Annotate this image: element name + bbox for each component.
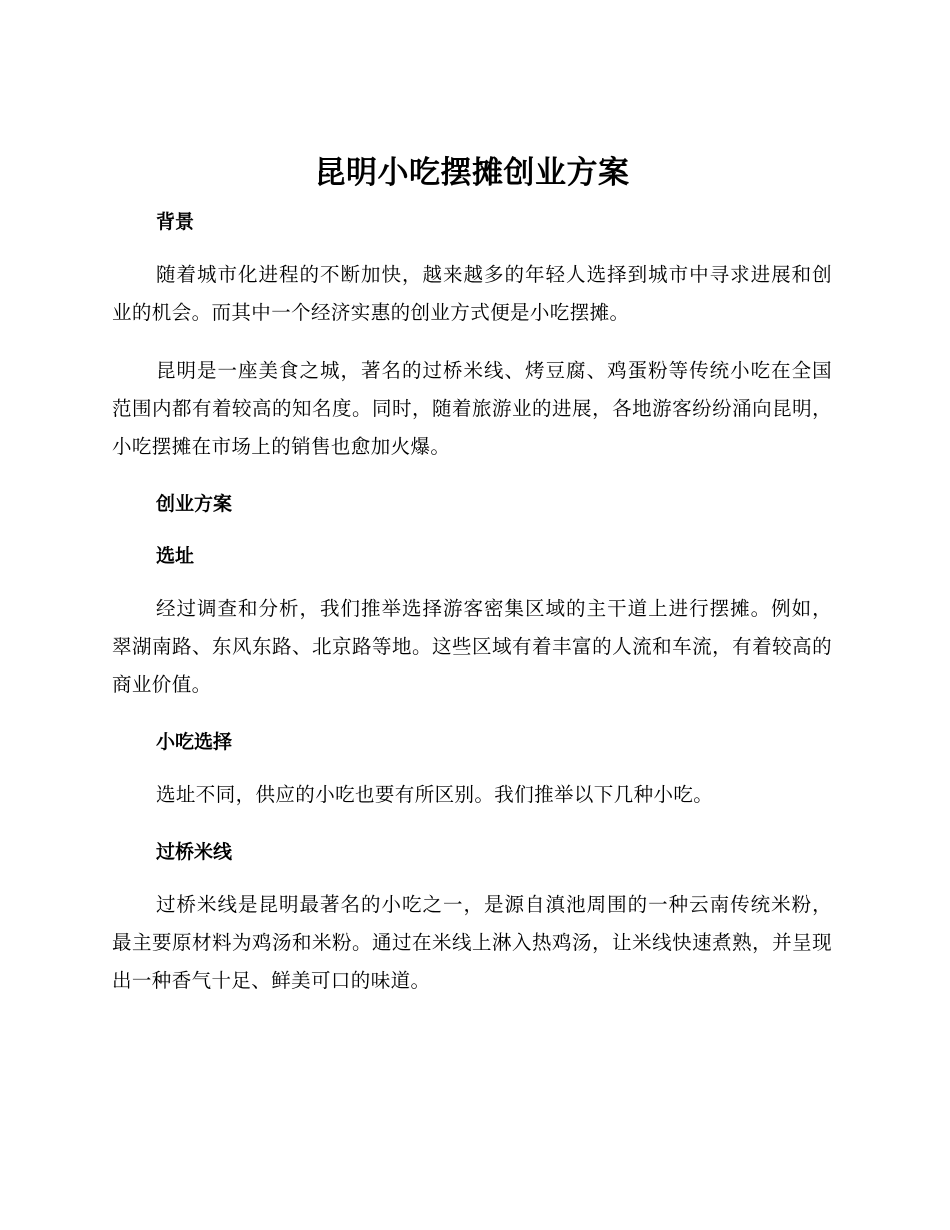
snack-paragraph: 选址不同，供应的小吃也要有所区别。我们推举以下几种小吃。 (156, 783, 714, 806)
section-heading-noodle: 过桥米线 (156, 841, 233, 863)
background-paragraph-2: 昆明是一座美食之城，著名的过桥米线、烤豆腐、鸡蛋粉等传统小吃在全国范围内都有着较高的知名度。同时，随着旅游业的进展，各地游客纷纷涌向昆明，小吃摆摊在市场上的销售也愈加火爆。 (112, 359, 832, 458)
background-paragraph-1: 随着城市化进程的不断加快，越来越多的年轻人选择到城市中寻求进展和创业的机会。而其中一个经济实惠的创业方式便是小吃摆摊。 (112, 263, 832, 324)
section-heading-snack: 小吃选择 (156, 731, 233, 753)
section-heading-background: 背景 (156, 211, 195, 233)
document-title: 昆明小吃摆摊创业方案 (314, 155, 630, 191)
document-page (112, 150, 832, 1000)
noodle-paragraph: 过桥米线是昆明最著名的小吃之一，是源自滇池周围的一种云南传统米粉，最主要原材料为鸡汤和米粉。通过在米线上淋入热鸡汤，让米线快速煮熟，并呈现出一种香气十足、鲜美可口的味道。 (112, 893, 832, 992)
section-heading-plan: 创业方案 (156, 493, 233, 515)
section-heading-site: 选址 (156, 545, 195, 567)
site-paragraph: 经过调查和分析，我们推举选择游客密集区域的主干道上进行摆摊。例如，翠湖南路、东风东路、北京路等地。这些区域有着丰富的人流和车流，有着较高的商业价值。 (112, 597, 832, 696)
